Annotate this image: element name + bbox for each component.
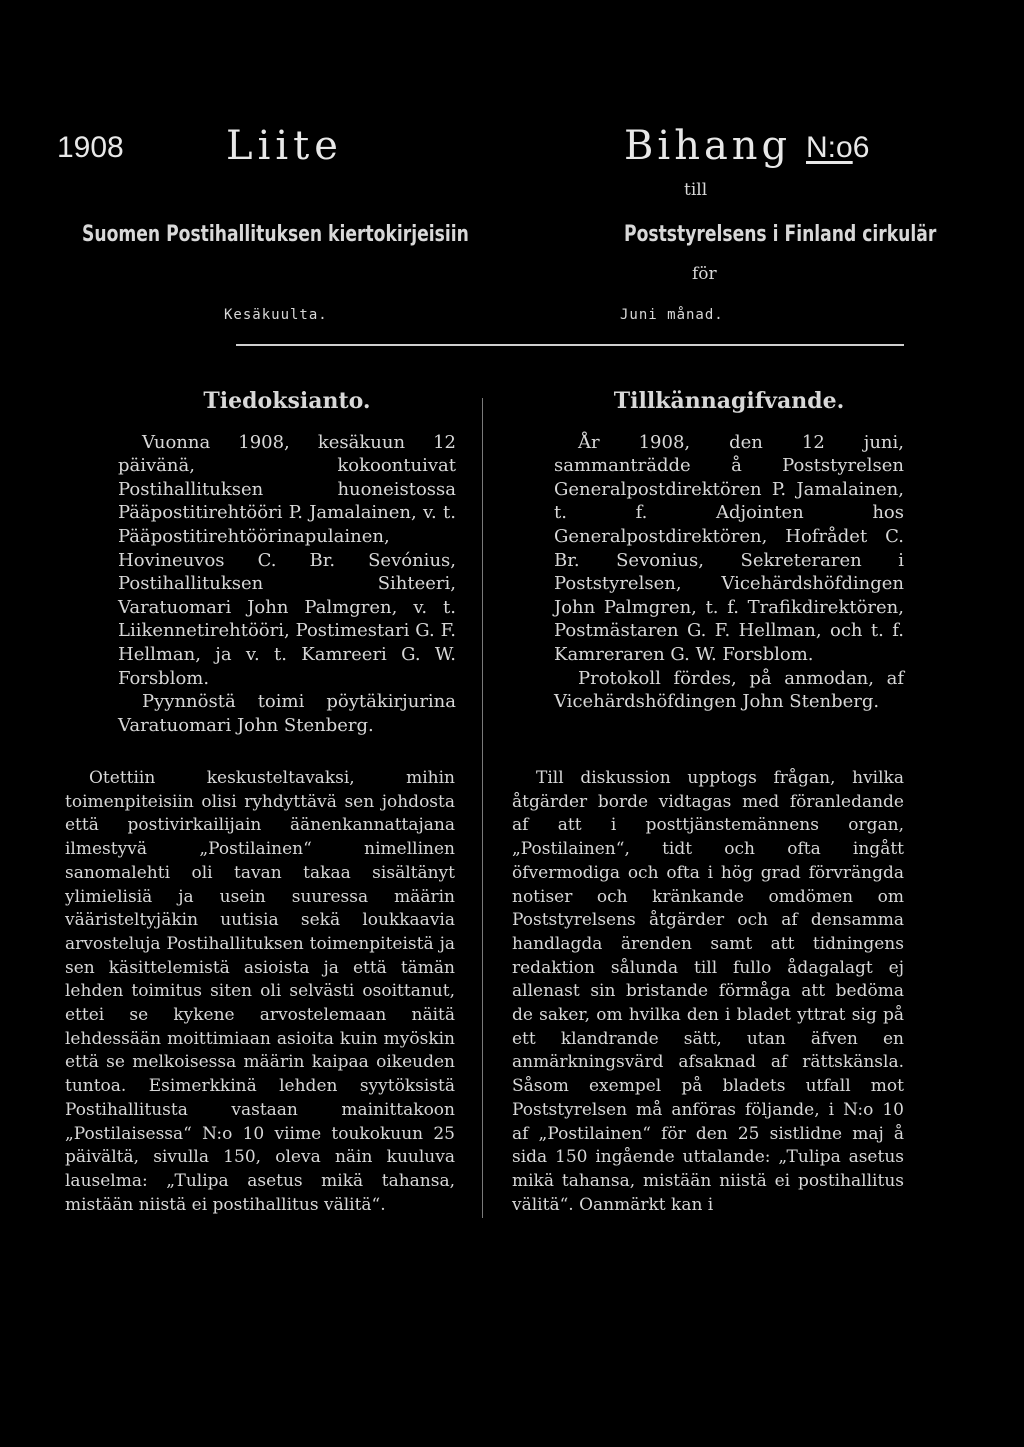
finnish-para-1: Vuonna 1908, kesäkuun 12 päivänä, kokoontuivat Postihallituksen huoneistossa Pääpostitirehtööri P. Jamalainen, v. t. Pääpostitirehtöörinapulainen, Hovineuvos C. Br. Sevónius, Postihallituksen Sihteeri, Varatuomari John Palmgren, v. t. Liikennetirehtööri, Postimestari G. F. Hellman, ja v. t. Kamreeri G. W. Forsblom. <box>118 431 456 689</box>
swedish-notice-top <box>554 390 904 714</box>
for-label: för <box>692 264 717 284</box>
issue-number <box>806 131 869 165</box>
header-rule <box>236 344 904 346</box>
till-label: till <box>684 180 708 200</box>
month-swedish: Juni månad. <box>620 307 724 323</box>
month-finnish: Kesäkuulta. <box>224 307 328 323</box>
column-divider <box>482 398 483 1218</box>
issue-number-prefix: N:o <box>806 131 853 164</box>
year: 1908 <box>57 131 124 164</box>
swedish-para-2: Protokoll fördes, på anmodan, af Vicehärdshöfdingen John Stenberg. <box>554 667 904 713</box>
finnish-notice-body <box>65 767 455 1217</box>
finnish-para-2: Pyynnöstä toimi pöytäkirjurina Varatuomari John Stenberg. <box>118 691 456 736</box>
finnish-para-3: Otettiin keskusteltavaksi, mihin toimenpiteisiin olisi ryhdyttävä sen johdosta että postivirkailijain äänenkannattajana ilmestyvä „Postilainen“ nimellinen sanomalehti oli tavan takaa sisältänyt ylimielisiä ja usein suuressa määrin vääristeltyjäkin uutisia sekä loukkaavia arvosteluja Postihallituksen toimenpiteistä ja sen käsittelemistä asioista ja että tämän lehden toimitus siten oli selvästi osoittanut, ettei se kykene arvostelemaan näitä lehdessään moittimiaan asioita kuin myöskin että se melkoisessa määrin kaipaa oikeuden tuntoa. Esimerkkinä lehden syytöksistä Postihallitusta vastaan mainittakoon „Postilaisessa“ N:o 10 viime toukokuun 25 päivältä, sivulla 150, oleva näin kuuluva lauselma: „Tulipa asetus mikä tahansa, mistään niistä ei postihallitus välitä“. <box>65 768 455 1215</box>
finnish-notice-top <box>118 390 456 737</box>
subtitle-finnish: Suomen Postihallituksen kiertokirjeisiin <box>82 222 469 247</box>
finnish-heading: Tiedoksianto. <box>203 388 371 414</box>
swedish-para-1: År 1908, den 12 juni, sammanträdde å Poststyrelsen Generalpostdirektören P. Jamalainen, t. f. Adjointen hos Generalpostdirektören, Hofrådet C. Br. Sevonius, Sekreteraren i Poststyrelsen, Vicehärdshöfdingen John Palmgren, t. f. Trafikdirektören, Postmästaren G. F. Hellman, och t. f. Kamreraren G. W. Forsblom. <box>554 431 904 665</box>
subtitle-swedish: Poststyrelsens i Finland cirkulär <box>624 222 937 247</box>
issue-number-value: 6 <box>852 131 870 164</box>
swedish-notice-body <box>512 767 904 1217</box>
swedish-heading: Tillkännagifvande. <box>613 388 845 414</box>
title-bihang: Bihang <box>624 123 792 169</box>
swedish-para-3: Till diskussion upptogs frågan, hvilka åtgärder borde vidtagas med föranledande af att i posttjänstemännens organ, „Postilainen“, tidt och ofta ingått öfvermodiga och ofta i hög grad förvrängda notiser och kränkande omdömen om Poststyrelsens åtgärder och af densamma handlagda ärenden samt att tidningens redaktion sålunda till fullo ådagalagt ej allenast sin bristande förmåga att bedöma de saker, om hvilka den i bladet yttrat sig på ett klandrande sätt, utan äfven en anmärkningsvärd afsaknad af rättskänsla. Såsom exempel på bladets utfall mot Poststyrelsen må anföras följande, i N:o 10 af „Postilainen“ för den 25 sistlidne maj å sida 150 ingående uttalande: „Tulipa asetus mikä tahansa, mistään niistä ei postihallitus välitä“. Oanmärkt kan i <box>512 768 904 1215</box>
title-liite: Liite <box>226 123 343 169</box>
